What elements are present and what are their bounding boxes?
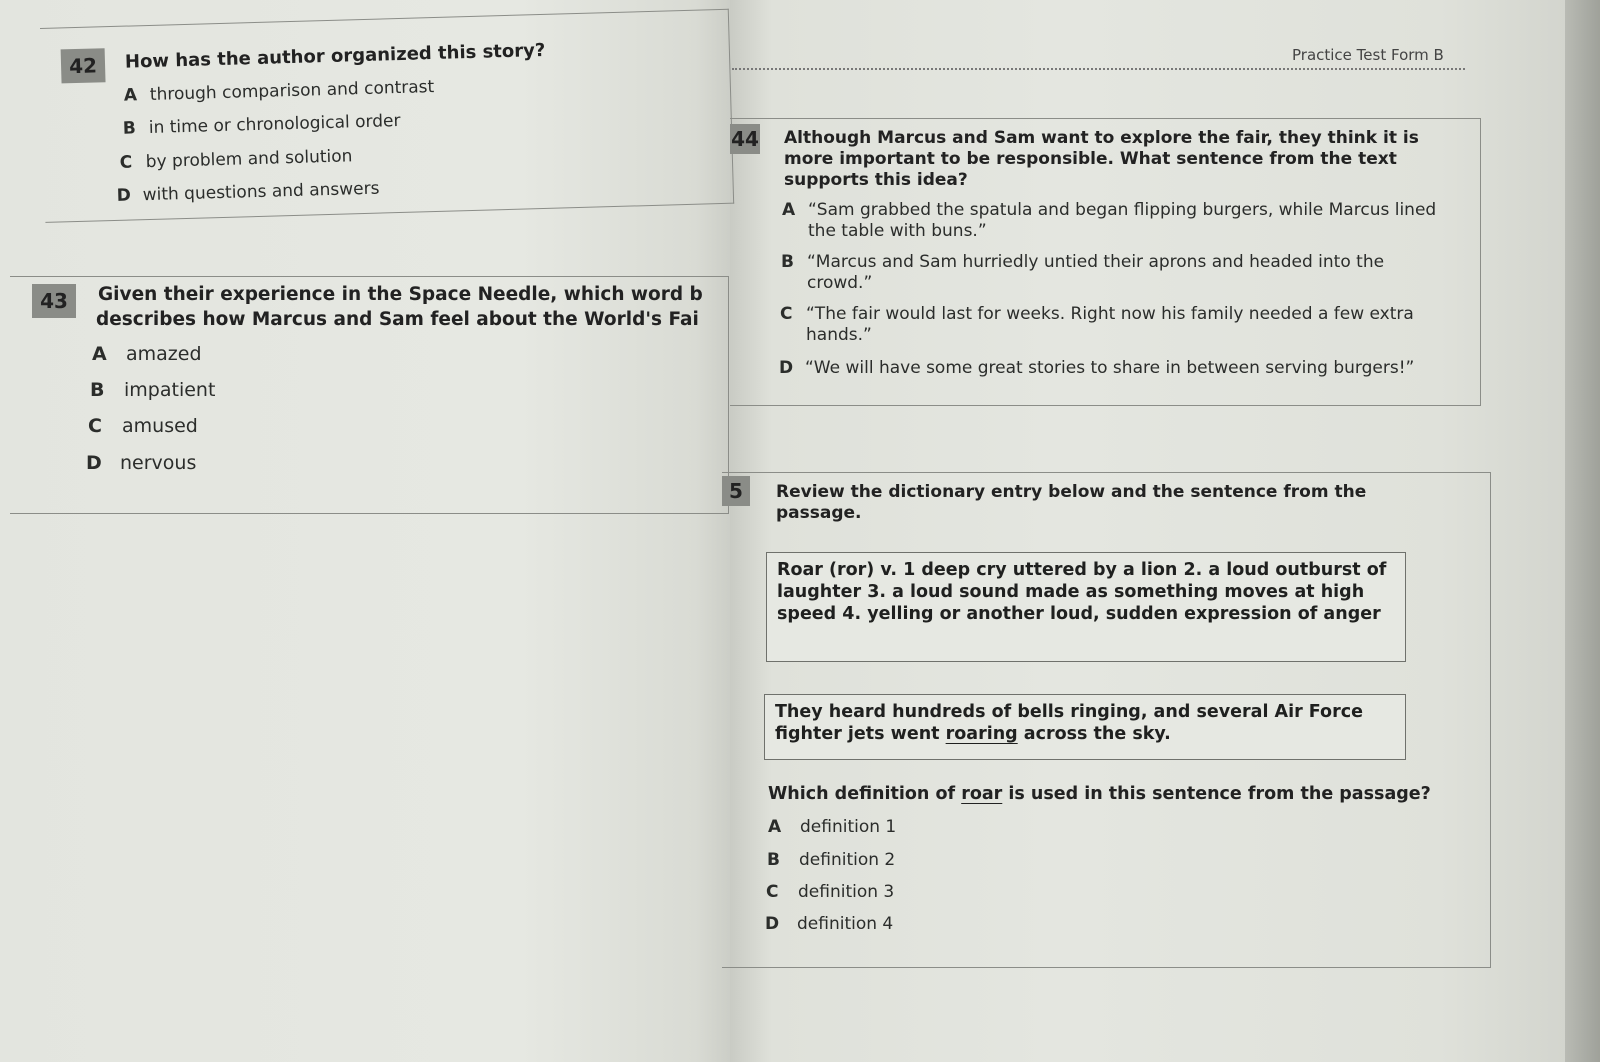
answer-option-d[interactable]: D definition 4: [765, 914, 894, 934]
answer-option-c[interactable]: C by problem and solution: [119, 146, 353, 173]
question-stem-line2: describes how Marcus and Sam feel about the World's Fai: [96, 309, 699, 330]
question-prompt: Which definition of roar is used in this sentence from the passage?: [768, 784, 1431, 804]
question-number: 43: [32, 284, 76, 318]
answer-option-b[interactable]: B definition 2: [767, 850, 896, 870]
answer-option-b[interactable]: B “Marcus and Sam hurriedly untied their aprons and headed into the crowd.”: [781, 252, 1385, 293]
answer-option-a[interactable]: A through comparison and contrast: [123, 77, 435, 106]
answer-option-a[interactable]: A “Sam grabbed the spatula and began flipping burgers, while Marcus lined the table with buns.”: [782, 200, 1437, 241]
header-divider: [732, 68, 1465, 70]
underlined-word: roaring: [945, 724, 1018, 744]
answer-option-c[interactable]: C definition 3: [766, 882, 895, 902]
underlined-word: roar: [961, 784, 1003, 804]
running-header: Practice Test Form B: [1292, 46, 1444, 64]
answer-option-c[interactable]: C “The fair would last for weeks. Right now his family needed a few extra hands.”: [780, 304, 1414, 345]
answer-option-d[interactable]: D nervous: [86, 452, 197, 474]
question-stem: Although Marcus and Sam want to explore the fair, they think it is more important to be responsible. What sentence from the text supports this idea?: [784, 128, 1419, 190]
question-stem: How has the author organized this story?: [124, 39, 546, 73]
question-45: [722, 472, 1492, 972]
answer-option-a[interactable]: A definition 1: [768, 817, 897, 837]
answer-option-c[interactable]: C amused: [88, 415, 198, 437]
answer-option-b[interactable]: B in time or chronological order: [122, 110, 401, 139]
dictionary-entry: Roar (ror) v. 1 deep cry uttered by a lion 2. a loud outburst of laughter 3. a loud sound made as something moves at high speed 4. yelling or another loud, sudden expression of anger: [766, 552, 1406, 662]
answer-option-d[interactable]: D “We will have some great stories to share in between serving burgers!”: [779, 358, 1415, 378]
question-stem-line1: Given their experience in the Space Needle, which word b: [98, 284, 703, 305]
answer-option-b[interactable]: B impatient: [90, 379, 216, 401]
answer-option-a[interactable]: A amazed: [92, 343, 202, 365]
question-number: 44: [730, 124, 760, 154]
question-number: 42: [61, 48, 106, 83]
passage-sentence: They heard hundreds of bells ringing, and several Air Force fighter jets went roaring across the sky.: [764, 694, 1406, 760]
question-44: [730, 118, 1482, 410]
page-edge: [1565, 0, 1600, 1062]
question-43: [10, 276, 730, 526]
question-42: [40, 9, 735, 223]
question-stem: Review the dictionary entry below and the sentence from the passage.: [776, 482, 1367, 523]
question-number: 5: [722, 476, 750, 506]
answer-option-d[interactable]: D with questions and answers: [116, 178, 380, 206]
